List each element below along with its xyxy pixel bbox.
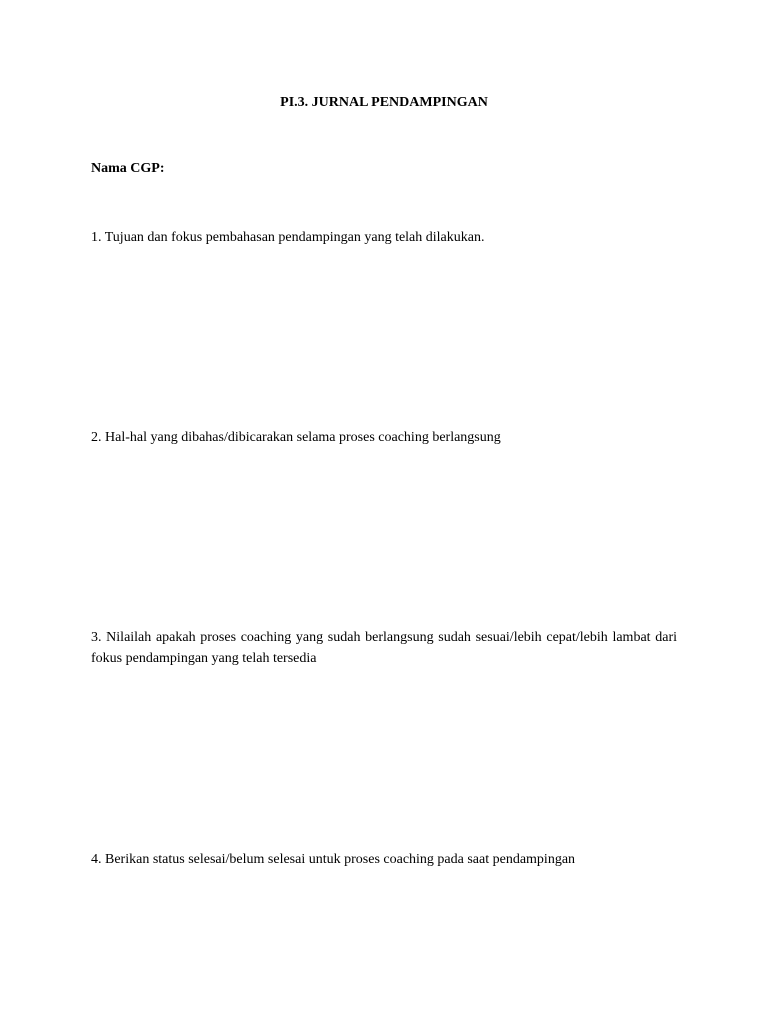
name-cgp-label: Nama CGP:: [91, 161, 165, 176]
question-2: 2. Hal-hal yang dibahas/dibicarakan selama proses coaching berlangsung: [91, 430, 501, 445]
question-4: 4. Berikan status selesai/belum selesai untuk proses coaching pada saat pendampingan: [91, 852, 576, 867]
question-3: 3. Nilailah apakah proses coaching yang sudah berlangsung sudah sesuai/lebih cepat/lebih lambat dari fokus pendampingan yang telah tersedia: [91, 630, 677, 666]
question-1: 1. Tujuan dan fokus pembahasan pendampingan yang telah dilakukan.: [91, 230, 485, 245]
document-title: PI.3. JURNAL PENDAMPINGAN: [280, 95, 488, 110]
